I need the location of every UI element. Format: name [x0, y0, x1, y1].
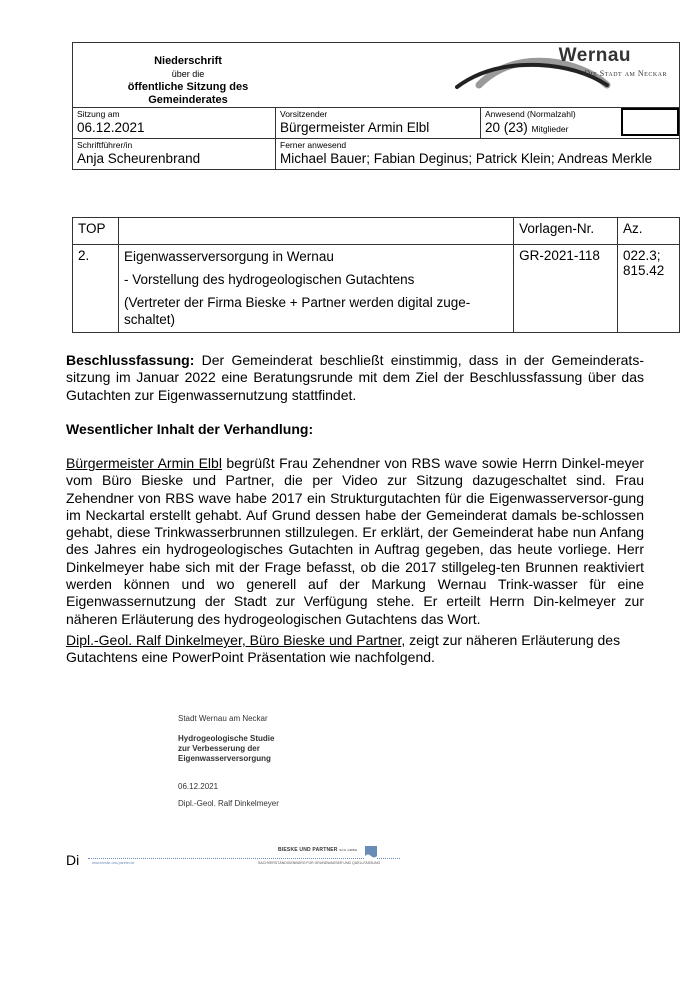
footer-brand: [278, 847, 357, 853]
inhalt-paragraph-1: [66, 455, 644, 628]
slide-org: Stadt Wernau am Neckar: [178, 714, 268, 723]
agenda-title: Eigenwasserversorgung in Wernau: [123, 249, 334, 264]
wernau-logo: [439, 45, 669, 103]
beschluss-paragraph: [66, 352, 644, 404]
footer-brand-suffix: SCG GMBH: [339, 848, 358, 852]
agenda-subject: [118, 245, 513, 333]
para1-text: begrüßt Frau Zehendner von RBS wave sowie Herrn Dinkel-meyer vom Büro Bieske und Partner, die per Video zur Sitzung dazugeschaltet sind. Frau Zehendner von RBS wave habe 2017 ein Strukturgutachten für die Eigenwasserversor-gung im Neckartal erstellt gehabt. Auf Grund dessen habe der Gemeinderat damals be-schlossen gehabt, diese Trinkwasserbrunnen stillzulegen. Er erklärt, der Gemeinderat habe nun Anfang des Jahres ein hydrogeologisches Gutachten in Auftrag gegeben, das heute vorliege. Herr Dinkelmeyer habe sich mit der Frage befasst, ob die 2017 stillgeleg-ten Brunnen reaktiviert werden können und wo generell auf der Markung Wernau Trink-wasser für eine Eigenwassernutzung der Stadt zur Verfügung stehe. Er erteilt Herrn Din-kelmeyer zur näheren Erläuterung des hydrogeologischen Gutachtens das Wort.: [66, 455, 645, 627]
anwesend-marker-box: [621, 108, 679, 136]
inhalt-paragraph-2: [66, 632, 644, 667]
slide-title-2: zur Verbesserung der: [178, 744, 260, 753]
agenda-num: 2.: [73, 245, 119, 333]
beschluss-text: Der Gemeinderat beschließt einstimmig, dass in der Gemeinderats-sitzung im Januar 2022 eine Beratungsrunde mit dem Ziel der Beschlussfassung über das Gutachten zur Eigenwassernutzung stattfindet.: [66, 352, 644, 403]
slide-title-1: Hydrogeologische Studie: [178, 734, 275, 743]
agenda-az: 022.3; 815.42: [618, 245, 680, 333]
header-meta-row: [73, 108, 679, 139]
para2-text: , zeigt zur näheren Erläuterung des Gutachtens eine PowerPoint Präsentation wie nachfolgend.: [66, 632, 621, 666]
presentation-slide: [178, 714, 418, 809]
vorsitz-cell: [276, 108, 481, 138]
slide-title-3: Eigenwasserversorgung: [178, 754, 271, 763]
vorsitz-label: Vorsitzender: [280, 109, 328, 119]
agenda-sub1: - Vorstellung des hydrogeologischen Gutachtens: [123, 272, 415, 287]
col-az: Az.: [618, 218, 680, 245]
vorsitz-value: Bürgermeister Armin Elbl: [280, 120, 430, 135]
agenda-vorlage: GR-2021-118: [514, 245, 618, 333]
slide-date: 06.12.2021: [178, 782, 219, 791]
speaker-dinkelmeyer: Dipl.-Geol. Ralf Dinkelmeyer, Büro Bieske und Partner: [66, 632, 402, 648]
title-sitzung: öffentliche Sitzung des: [127, 81, 249, 93]
col-top: TOP: [73, 218, 119, 245]
footer-url: www.bieske-und-partner.de: [92, 861, 135, 865]
footer-brand-name: BIESKE UND PARTNER: [278, 847, 338, 853]
header-title-row: [73, 43, 679, 108]
inhalt-heading: Wesentlicher Inhalt der Verhandlung:: [66, 421, 314, 437]
speaker-buergermeister: Bürgermeister Armin Elbl: [66, 455, 222, 471]
logo-tagline: Die Stadt am Neckar: [584, 69, 667, 78]
agenda-sub2: (Vertreter der Firma Bieske + Partner werden digital zuge-schaltet): [123, 295, 471, 327]
schrift-label: Schriftführer/in: [77, 140, 133, 150]
schrift-value: Anja Scheurenbrand: [77, 151, 201, 166]
agenda-table: [72, 217, 680, 333]
anwesend-cell: [481, 108, 679, 138]
col-vorlage: Vorlagen-Nr.: [514, 218, 618, 245]
footer-subtitle: SACHVERSTÄNDIGENBÜRO FÜR GRUNDWASSER UND QUELLFASSUNG: [258, 861, 381, 865]
header-persons-row: [73, 139, 679, 169]
title-ueber-die: über die: [171, 69, 205, 79]
footer-prefix: Di: [66, 852, 80, 868]
anwesend-label: Anwesend (Normalzahl): [485, 109, 576, 119]
beschluss-label: Beschlussfassung:: [66, 352, 195, 368]
agenda-header-row: [73, 218, 680, 245]
logo-wordmark: Wernau: [558, 45, 631, 66]
schrift-cell: [73, 139, 276, 169]
ferner-label: Ferner anwesend: [280, 140, 347, 150]
anwesend-unit: Mitglieder: [531, 124, 569, 134]
footer-divider: [88, 858, 400, 859]
protocol-header: [72, 42, 680, 170]
sitzung-cell: [73, 108, 276, 138]
agenda-row: [73, 245, 680, 333]
document-title: [73, 55, 303, 107]
title-niederschrift: Niederschrift: [154, 55, 222, 67]
anwesend-count: 20 (23): [485, 120, 528, 135]
title-gemeinderat: Gemeinderates: [148, 94, 228, 106]
col-subject: [118, 218, 513, 245]
sitzung-date: 06.12.2021: [77, 120, 145, 135]
ferner-value: Michael Bauer; Fabian Deginus; Patrick Klein; Andreas Merkle: [280, 151, 653, 166]
sitzung-label: Sitzung am: [77, 109, 120, 119]
bieske-logo-icon: [365, 846, 377, 861]
ferner-cell: [276, 139, 679, 169]
slide-author: Dipl.-Geol. Ralf Dinkelmeyer: [178, 799, 279, 808]
